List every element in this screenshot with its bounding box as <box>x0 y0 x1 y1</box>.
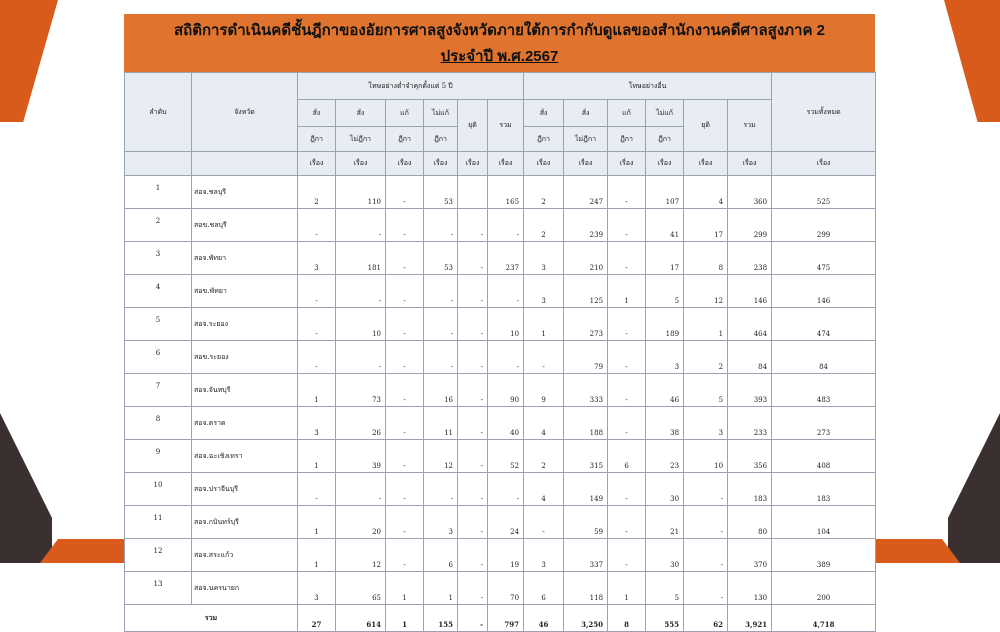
cell-province: สอจ.ปราจีนบุรี <box>192 473 298 506</box>
title-line-1: สถิติการดำเนินคดีชั้นฎีกาของอัยการศาลสูงจังหวัดภายใต้การกำกับดูแลของสำนักงานคดีศาลสูงภาค 2 <box>173 22 826 39</box>
cell-a-4: - <box>458 275 488 308</box>
header-unit: เรื่อง <box>608 152 646 176</box>
cell-b-5: 233 <box>728 407 772 440</box>
cell-a-4: - <box>458 506 488 539</box>
header-unit: เรื่อง <box>684 152 728 176</box>
cell-a-1: 110 <box>336 176 386 209</box>
cell-a-1: 20 <box>336 506 386 539</box>
header-sub-b-5: รวม <box>728 100 772 152</box>
cell-province: สอข.ระยอง <box>192 341 298 374</box>
cell-b-5: 80 <box>728 506 772 539</box>
cell-a-0: 1 <box>298 440 336 473</box>
cell-b-2: - <box>608 539 646 572</box>
header-unit: เรื่อง <box>386 152 424 176</box>
cell-a-4: - <box>458 374 488 407</box>
cell-grand-total: 475 <box>772 242 876 275</box>
table-row <box>125 374 876 407</box>
cell-a-1: 10 <box>336 308 386 341</box>
cell-b-5: 183 <box>728 473 772 506</box>
header-sub-a-5: รวม <box>488 100 524 152</box>
cell-province: สอจ.ระยอง <box>192 308 298 341</box>
cell-a-0: - <box>298 341 336 374</box>
cell-a-5: 24 <box>488 506 524 539</box>
cell-total-a-0: 27 <box>298 605 336 632</box>
cell-province: สอจ.สระแก้ว <box>192 539 298 572</box>
cell-grand-total: 200 <box>772 572 876 605</box>
cell-b-4: 12 <box>684 275 728 308</box>
corner-decoration-top-left <box>0 0 58 122</box>
cell-b-0: 3 <box>524 275 564 308</box>
cell-b-4: 2 <box>684 341 728 374</box>
cell-a-4 <box>458 176 488 209</box>
cell-a-4: - <box>458 242 488 275</box>
cell-total-b-0: 46 <box>524 605 564 632</box>
cell-a-4: - <box>458 473 488 506</box>
table-row <box>125 506 876 539</box>
table-row <box>125 176 876 209</box>
header-group-other: โทษอย่างอื่น <box>524 73 772 100</box>
cell-b-1: 210 <box>564 242 608 275</box>
table-row <box>125 440 876 473</box>
cell-a-5: 40 <box>488 407 524 440</box>
cell-a-3: 53 <box>424 176 458 209</box>
cell-province: สอข.พัทยา <box>192 275 298 308</box>
cell-b-1: 79 <box>564 341 608 374</box>
cell-b-4: - <box>684 539 728 572</box>
table-row <box>125 407 876 440</box>
cell-b-3: 3 <box>646 341 684 374</box>
cell-b-0: 2 <box>524 440 564 473</box>
header-unit: เรื่อง <box>646 152 684 176</box>
cell-b-3: 23 <box>646 440 684 473</box>
corner-decoration-bottom-left <box>0 413 52 563</box>
cell-total-b-4: 62 <box>684 605 728 632</box>
cell-a-3: 1 <box>424 572 458 605</box>
cell-b-3: 189 <box>646 308 684 341</box>
cell-index: 5 <box>125 308 192 341</box>
cell-a-2: - <box>386 341 424 374</box>
cell-a-2: - <box>386 506 424 539</box>
cell-a-0: 2 <box>298 176 336 209</box>
cell-grand-total: 389 <box>772 539 876 572</box>
header-sub-a-3: ไม่แก้ <box>424 100 458 127</box>
cell-b-3: 107 <box>646 176 684 209</box>
cell-b-0: 3 <box>524 242 564 275</box>
cell-b-0: 4 <box>524 407 564 440</box>
cell-a-4: - <box>458 209 488 242</box>
cell-a-1: 26 <box>336 407 386 440</box>
cell-a-5: 165 <box>488 176 524 209</box>
cell-b-1: 315 <box>564 440 608 473</box>
header-sub2-b-3: ฎีกา <box>646 127 684 152</box>
cell-b-2: - <box>608 341 646 374</box>
cell-b-0: 6 <box>524 572 564 605</box>
cell-b-5: 299 <box>728 209 772 242</box>
cell-b-4: 3 <box>684 407 728 440</box>
cell-a-0: - <box>298 473 336 506</box>
header-index: ลำดับ <box>125 73 192 152</box>
cell-a-3: - <box>424 341 458 374</box>
cell-b-4: 17 <box>684 209 728 242</box>
cell-index: 2 <box>125 209 192 242</box>
header-sub-b-2: แก้ <box>608 100 646 127</box>
cell-b-0: 2 <box>524 209 564 242</box>
cell-b-5: 393 <box>728 374 772 407</box>
cell-a-3: - <box>424 473 458 506</box>
cell-a-2: - <box>386 209 424 242</box>
cell-b-3: 5 <box>646 572 684 605</box>
header-unit: เรื่อง <box>298 152 336 176</box>
cell-a-1: 181 <box>336 242 386 275</box>
table-row <box>125 209 876 242</box>
table-row <box>125 539 876 572</box>
cell-a-2: - <box>386 308 424 341</box>
cell-a-3: 3 <box>424 506 458 539</box>
header-sub-b-0: สั่ง <box>524 100 564 127</box>
cell-b-4: 5 <box>684 374 728 407</box>
cell-index: 12 <box>125 539 192 572</box>
corner-decoration-bottom-right <box>948 413 1000 563</box>
cell-b-0: 1 <box>524 308 564 341</box>
title-line-2: ประจำปี พ.ศ.2567 <box>440 48 559 65</box>
cell-grand-total: 183 <box>772 473 876 506</box>
header-group-min-5-years: โทษอย่างต่ำจำคุกตั้งแต่ 5 ปี <box>298 73 524 100</box>
cell-total-a-3: 155 <box>424 605 458 632</box>
cell-a-1: - <box>336 341 386 374</box>
cell-b-5: 130 <box>728 572 772 605</box>
cell-b-1: 188 <box>564 407 608 440</box>
cell-b-0: 4 <box>524 473 564 506</box>
cell-b-3: 30 <box>646 473 684 506</box>
cell-b-0: - <box>524 341 564 374</box>
cell-b-5: 464 <box>728 308 772 341</box>
cell-index: 7 <box>125 374 192 407</box>
cell-province: สอจ.ชลบุรี <box>192 176 298 209</box>
cell-a-4: - <box>458 308 488 341</box>
cell-total-b-2: 8 <box>608 605 646 632</box>
cell-a-0: 3 <box>298 242 336 275</box>
cell-grand-total: 273 <box>772 407 876 440</box>
cell-total-a-2: 1 <box>386 605 424 632</box>
cell-a-2: - <box>386 539 424 572</box>
cell-a-5: - <box>488 341 524 374</box>
cell-a-1: - <box>336 473 386 506</box>
cell-b-5: 238 <box>728 242 772 275</box>
cell-b-1: 247 <box>564 176 608 209</box>
header-sub2-a-1: ไม่ฎีกา <box>336 127 386 152</box>
cell-a-3: - <box>424 209 458 242</box>
cell-a-2: - <box>386 242 424 275</box>
cell-a-5: 237 <box>488 242 524 275</box>
cell-province: สอข.ชลบุรี <box>192 209 298 242</box>
cell-index: 9 <box>125 440 192 473</box>
header-sub-a-0: สั่ง <box>298 100 336 127</box>
cell-b-3: 41 <box>646 209 684 242</box>
cell-b-2: 6 <box>608 440 646 473</box>
header-sub-a-4: ยุติ <box>458 100 488 152</box>
table-row <box>125 473 876 506</box>
header-sub-a-2: แก้ <box>386 100 424 127</box>
cell-a-0: - <box>298 275 336 308</box>
cell-b-3: 21 <box>646 506 684 539</box>
cell-a-5: 52 <box>488 440 524 473</box>
page-title <box>124 14 875 72</box>
cell-a-3: 16 <box>424 374 458 407</box>
cell-b-1: 337 <box>564 539 608 572</box>
header-unit: เรื่อง <box>336 152 386 176</box>
header-sub2-b-0: ฎีกา <box>524 127 564 152</box>
cell-grand-total: 408 <box>772 440 876 473</box>
cell-b-0: 2 <box>524 176 564 209</box>
cell-b-2: - <box>608 242 646 275</box>
cell-province: สอจ.กบินทร์บุรี <box>192 506 298 539</box>
header-row-groups <box>125 73 876 100</box>
cell-total-a-5: 797 <box>488 605 524 632</box>
header-unit-blank-2 <box>192 152 298 176</box>
cell-a-2: - <box>386 176 424 209</box>
cell-b-1: 125 <box>564 275 608 308</box>
cell-b-2: 1 <box>608 572 646 605</box>
header-sub2-b-2: ฎีกา <box>608 127 646 152</box>
cell-b-2: - <box>608 176 646 209</box>
header-sub-b-1: สั่ง <box>564 100 608 127</box>
cell-province: สอจ.นครนายก <box>192 572 298 605</box>
cell-province: สอจ.พัทยา <box>192 242 298 275</box>
cell-b-2: - <box>608 308 646 341</box>
cell-a-3: 6 <box>424 539 458 572</box>
cell-total-b-5: 3,921 <box>728 605 772 632</box>
cell-a-1: 65 <box>336 572 386 605</box>
cell-a-2: - <box>386 440 424 473</box>
cell-b-0: 9 <box>524 374 564 407</box>
header-sub-b-3: ไม่แก้ <box>646 100 684 127</box>
cell-a-0: 3 <box>298 407 336 440</box>
header-sub2-a-0: ฎีกา <box>298 127 336 152</box>
table-row <box>125 275 876 308</box>
cell-b-2: 1 <box>608 275 646 308</box>
header-unit: เรื่อง <box>728 152 772 176</box>
cell-a-4: - <box>458 341 488 374</box>
cell-total-label: รวม <box>125 605 298 632</box>
cell-b-1: 149 <box>564 473 608 506</box>
cell-grand-total: 146 <box>772 275 876 308</box>
corner-decoration-top-right <box>944 0 1000 122</box>
cell-grand-total: 525 <box>772 176 876 209</box>
header-unit: เรื่อง <box>564 152 608 176</box>
cell-b-4: 1 <box>684 308 728 341</box>
cell-b-0: - <box>524 506 564 539</box>
header-sub-b-4: ยุติ <box>684 100 728 152</box>
statistics-table <box>124 72 876 632</box>
cell-index: 11 <box>125 506 192 539</box>
cell-a-3: 12 <box>424 440 458 473</box>
cell-b-2: - <box>608 473 646 506</box>
cell-index: 6 <box>125 341 192 374</box>
cell-a-4: - <box>458 440 488 473</box>
cell-a-3: 53 <box>424 242 458 275</box>
cell-a-0: 1 <box>298 539 336 572</box>
cell-b-2: - <box>608 209 646 242</box>
cell-a-2: - <box>386 275 424 308</box>
cell-b-0: 3 <box>524 539 564 572</box>
cell-b-3: 46 <box>646 374 684 407</box>
cell-a-2: - <box>386 374 424 407</box>
cell-b-1: 239 <box>564 209 608 242</box>
cell-index: 13 <box>125 572 192 605</box>
header-unit-blank-1 <box>125 152 192 176</box>
cell-grand-total: 299 <box>772 209 876 242</box>
cell-a-0: - <box>298 308 336 341</box>
cell-b-4: 8 <box>684 242 728 275</box>
table-row <box>125 308 876 341</box>
cell-province: สอจ.ฉะเชิงเทรา <box>192 440 298 473</box>
cell-b-3: 30 <box>646 539 684 572</box>
cell-a-4: - <box>458 572 488 605</box>
cell-b-2: - <box>608 374 646 407</box>
cell-grand-total: 84 <box>772 341 876 374</box>
cell-total-b-1: 3,250 <box>564 605 608 632</box>
statistics-table-container <box>124 72 875 632</box>
cell-b-1: 333 <box>564 374 608 407</box>
cell-a-5: 10 <box>488 308 524 341</box>
cell-index: 3 <box>125 242 192 275</box>
header-sub2-b-1: ไม่ฎีกา <box>564 127 608 152</box>
cell-b-1: 59 <box>564 506 608 539</box>
cell-b-2: - <box>608 506 646 539</box>
cell-index: 4 <box>125 275 192 308</box>
cell-a-5: 19 <box>488 539 524 572</box>
cell-a-2: 1 <box>386 572 424 605</box>
cell-a-0: 1 <box>298 506 336 539</box>
cell-b-5: 146 <box>728 275 772 308</box>
cell-b-1: 273 <box>564 308 608 341</box>
cell-a-3: - <box>424 275 458 308</box>
header-sub2-a-3: ฎีกา <box>424 127 458 152</box>
cell-a-0: 1 <box>298 374 336 407</box>
header-unit: เรื่อง <box>524 152 564 176</box>
cell-grand-total: 474 <box>772 308 876 341</box>
cell-b-4: 4 <box>684 176 728 209</box>
cell-a-0: 3 <box>298 572 336 605</box>
cell-b-3: 17 <box>646 242 684 275</box>
header-unit: เรื่อง <box>772 152 876 176</box>
cell-province: สอจ.ตราด <box>192 407 298 440</box>
cell-b-1: 118 <box>564 572 608 605</box>
cell-index: 1 <box>125 176 192 209</box>
cell-index: 10 <box>125 473 192 506</box>
cell-a-3: 11 <box>424 407 458 440</box>
cell-b-4: - <box>684 473 728 506</box>
table-row-total <box>125 605 876 632</box>
cell-grand-total: 483 <box>772 374 876 407</box>
cell-province: สอจ.จันทบุรี <box>192 374 298 407</box>
cell-total-b-3: 555 <box>646 605 684 632</box>
cell-b-3: 38 <box>646 407 684 440</box>
cell-a-4: - <box>458 407 488 440</box>
header-unit: เรื่อง <box>424 152 458 176</box>
cell-a-1: 12 <box>336 539 386 572</box>
cell-b-2: - <box>608 407 646 440</box>
header-province: จังหวัด <box>192 73 298 152</box>
cell-a-1: 39 <box>336 440 386 473</box>
cell-b-3: 5 <box>646 275 684 308</box>
cell-a-2: - <box>386 407 424 440</box>
header-grand-total: รวมทั้งหมด <box>772 73 876 152</box>
cell-b-4: - <box>684 506 728 539</box>
cell-grand-total: 104 <box>772 506 876 539</box>
table-row <box>125 572 876 605</box>
cell-total-grand: 4,718 <box>772 605 876 632</box>
cell-a-5: 90 <box>488 374 524 407</box>
cell-total-a-4: - <box>458 605 488 632</box>
cell-b-5: 84 <box>728 341 772 374</box>
header-sub-a-1: สั่ง <box>336 100 386 127</box>
cell-b-4: 10 <box>684 440 728 473</box>
table-row <box>125 242 876 275</box>
cell-a-5: - <box>488 209 524 242</box>
cell-a-1: 73 <box>336 374 386 407</box>
cell-a-1: - <box>336 209 386 242</box>
cell-b-5: 370 <box>728 539 772 572</box>
cell-a-4: - <box>458 539 488 572</box>
cell-a-5: - <box>488 473 524 506</box>
header-sub2-a-2: ฎีกา <box>386 127 424 152</box>
header-unit: เรื่อง <box>458 152 488 176</box>
header-row-units <box>125 152 876 176</box>
cell-a-5: - <box>488 275 524 308</box>
cell-a-1: - <box>336 275 386 308</box>
header-unit: เรื่อง <box>488 152 524 176</box>
cell-b-5: 356 <box>728 440 772 473</box>
cell-a-3: - <box>424 308 458 341</box>
cell-b-4: - <box>684 572 728 605</box>
cell-a-0: - <box>298 209 336 242</box>
table-row <box>125 341 876 374</box>
cell-total-a-1: 614 <box>336 605 386 632</box>
cell-a-5: 70 <box>488 572 524 605</box>
cell-b-5: 360 <box>728 176 772 209</box>
cell-index: 8 <box>125 407 192 440</box>
cell-a-2: - <box>386 473 424 506</box>
